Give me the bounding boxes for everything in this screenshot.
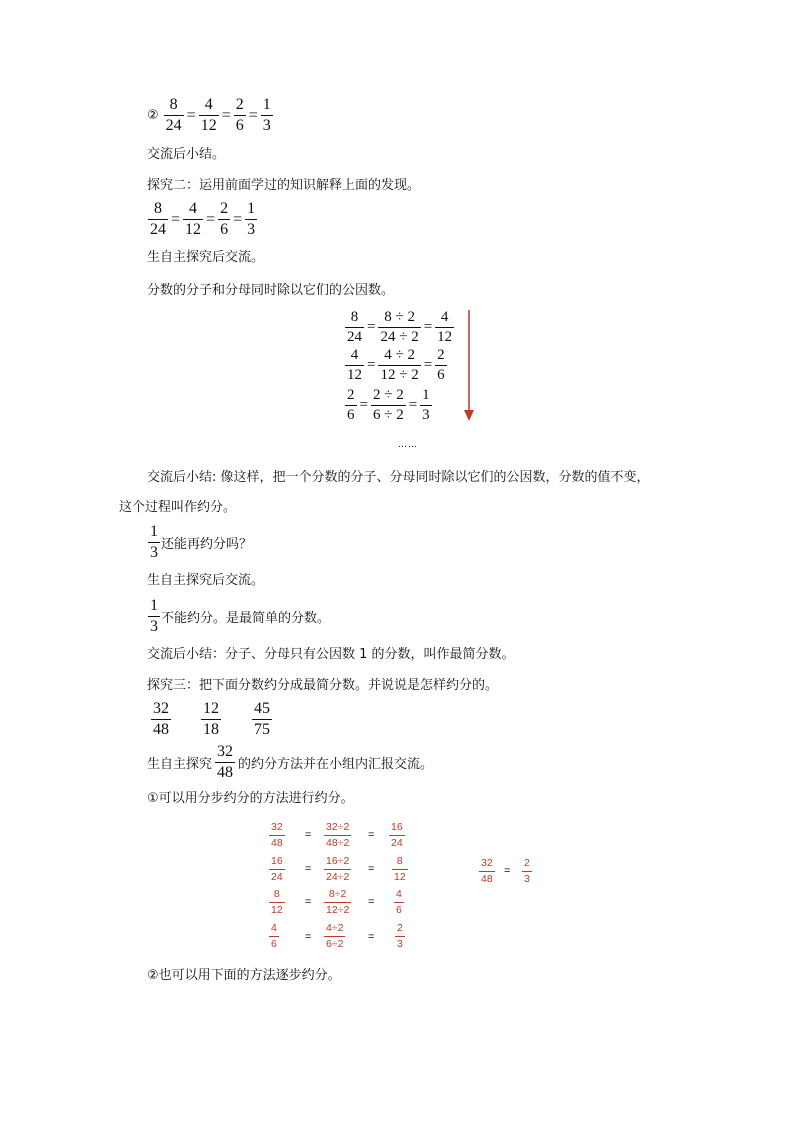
fraction: $\frac{4 \div 2}{12 \div 2}$ <box>380 347 419 383</box>
fraction: $\frac{2}{6}$ <box>347 387 355 423</box>
equals-sign: = <box>368 896 375 908</box>
fraction: $\frac{8}{24}$ <box>347 309 362 345</box>
result-fraction: 2 3 <box>524 857 530 885</box>
answer-line <box>147 598 330 635</box>
equals-sign: = <box>368 829 375 841</box>
fraction: 32 48 <box>217 743 234 781</box>
equals-sign: = <box>368 931 375 943</box>
equals-sign: = <box>367 319 376 335</box>
equals-sign: = <box>233 210 243 228</box>
equals-sign: = <box>305 931 312 943</box>
equals-sign: = <box>221 106 231 124</box>
exercise-fraction: 45 75 <box>254 700 270 738</box>
ellipsis: …… <box>398 440 418 450</box>
step-fraction: 32 48 <box>271 821 283 849</box>
step-fraction: 2 3 <box>397 922 403 950</box>
answer-text: 不能约分。是最简单的分数。 <box>161 611 331 626</box>
equals-sign: = <box>206 210 216 228</box>
step-fraction: 16 24 <box>271 855 283 883</box>
equals-sign: = <box>248 106 258 124</box>
step-fraction: 4÷2 6÷2 <box>326 922 344 950</box>
fraction: $\frac{8}{24}$ <box>150 200 166 238</box>
fraction: $\frac{4}{12}$ <box>185 200 202 238</box>
fraction: 1 3 <box>150 597 158 635</box>
equals-sign: = <box>368 863 375 875</box>
equals-sign: = <box>305 863 312 875</box>
exercise-fraction: 32 48 <box>153 700 169 738</box>
circled-marker: ② <box>147 108 159 123</box>
method2-text: ②也可以用下面的方法逐步约分。 <box>147 968 341 983</box>
fraction: $\frac{8}{24}$ <box>165 96 182 134</box>
explore2-title: 探究二：运用前面学过的知识解释上面的发现。 <box>147 178 421 193</box>
division-row <box>344 348 448 383</box>
step-fraction: 8÷2 12÷2 <box>326 888 350 916</box>
fraction: $\frac{1}{3}$ <box>247 200 256 238</box>
equals-sign: = <box>359 397 368 413</box>
self-explore-text: 生自主探究后交流。 <box>147 250 265 265</box>
fraction: $\frac{8 \div 2}{24 \div 2}$ <box>380 309 419 345</box>
simplest-fraction-summary: 交流后小结：分子、分母只有公因数 1 的分数，叫作最简分数。 <box>147 647 515 662</box>
equals-sign: = <box>423 319 433 335</box>
fraction: $\frac{4}{12}$ <box>200 96 217 134</box>
step-fraction: 4 6 <box>271 922 277 950</box>
step-fraction: 16 24 <box>391 821 403 849</box>
explore3-title: 探究三：把下面分数约分成最简分数。并说说是怎样约分的。 <box>147 678 499 693</box>
equals-sign: = <box>186 106 196 124</box>
exercise-fraction: 12 18 <box>203 700 219 738</box>
summary-definition-line1: 交流后小结: 像这样，把一个分数的分子、分母同时除以它们的公因数，分数的值不变， <box>147 470 650 485</box>
fraction: $\frac{2}{6}$ <box>220 200 229 238</box>
fraction: $\frac{2}{6}$ <box>235 96 244 134</box>
self-explore-line: 生自主探究 32 48 的约分方法并在小组内汇报交流。 <box>147 743 434 781</box>
fraction: 1 3 <box>150 523 158 561</box>
fraction: $\frac{4}{12}$ <box>437 309 453 345</box>
result-fraction: 32 48 <box>481 857 493 885</box>
summary-definition-line2: 这个过程叫作约分。 <box>119 500 237 515</box>
summary-text: 交流后小结。 <box>147 147 226 162</box>
equals-sign: = <box>367 357 376 373</box>
equals-sign: = <box>171 210 181 228</box>
fraction: $\frac{1}{3}$ <box>262 96 271 134</box>
equation-chain-explore2 <box>147 201 258 238</box>
fraction: $\frac{2}{6}$ <box>437 347 445 383</box>
step-fraction: 8 12 <box>394 855 406 883</box>
division-row <box>344 388 433 423</box>
step-fraction: 8 12 <box>271 888 283 916</box>
question-text: 还能再约分吗？ <box>161 537 253 552</box>
step-fraction: 32÷2 48÷2 <box>326 821 350 849</box>
fraction: $\frac{1}{3}$ <box>422 387 430 423</box>
fraction: $\frac{4}{12}$ <box>347 347 362 383</box>
division-row <box>344 310 455 345</box>
method1-text: ①可以用分步约分的方法进行约分。 <box>147 791 354 806</box>
step-fraction: 4 6 <box>396 888 402 916</box>
step-fraction: 16÷2 24÷2 <box>326 855 350 883</box>
equals-sign: = <box>408 397 418 413</box>
self-explore-text: 生自主探究后交流。 <box>147 573 265 588</box>
equals-sign: = <box>305 829 312 841</box>
equals-sign: = <box>305 896 312 908</box>
down-arrow-icon <box>462 310 476 422</box>
fraction: $\frac{2 \div 2}{6 \div 2}$ <box>372 387 404 423</box>
equals-sign: = <box>504 865 511 877</box>
equation-chain-top <box>147 97 274 134</box>
question-line <box>147 524 252 561</box>
divide-description: 分数的分子和分母同时除以它们的公因数。 <box>147 283 395 298</box>
equals-sign: = <box>423 357 433 373</box>
